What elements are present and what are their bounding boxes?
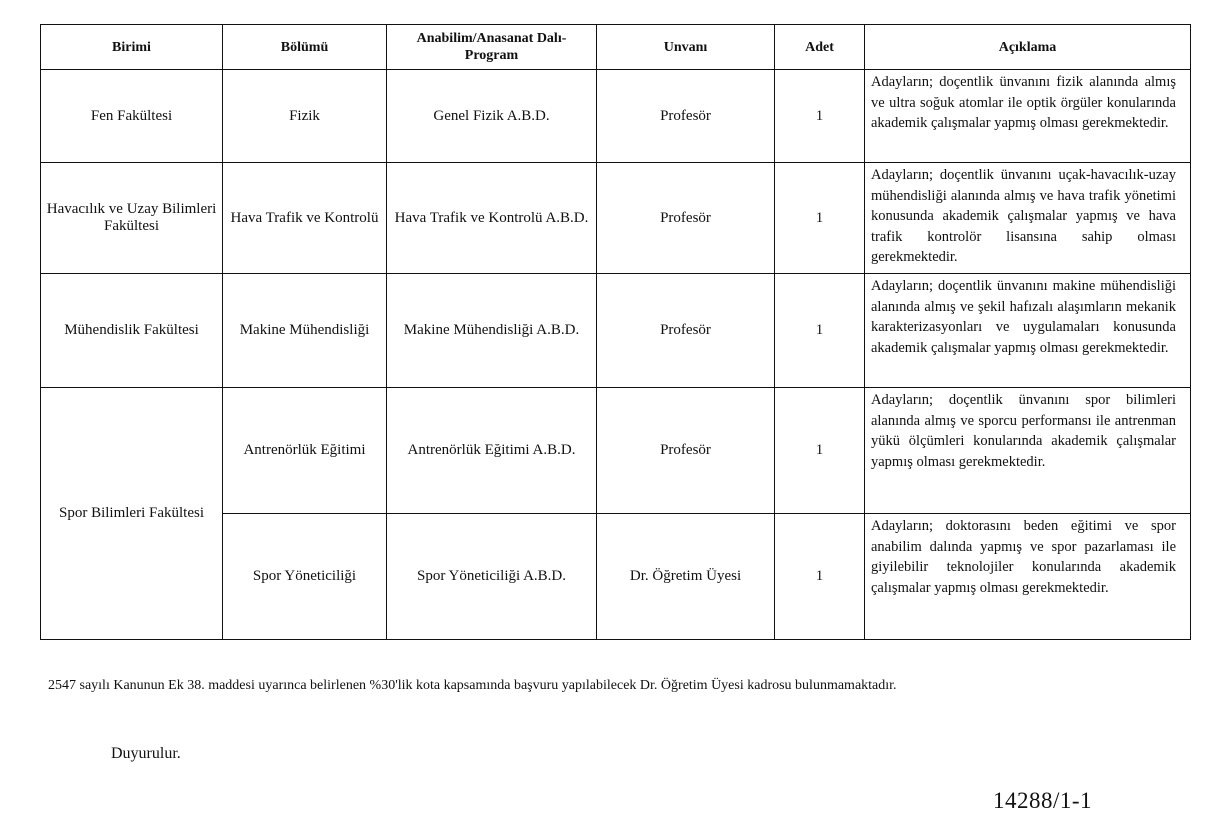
cell-description: Adayların; doçentlik ünvanını uçak-havacılık-uzay mühendisliği alanında almış ve hava trafik yönetimi konusunda akademik çalışmalar yapmış ve hava trafik kontrolör lisansına sahip olması gerekmektedir. [865, 163, 1191, 274]
cell-description: Adayların; doçentlik ünvanını makine mühendisliği alanında almış ve şekil hafızalı alaşımların mekanik karakterizasyonları ve uygulamaları konusunda akademik çalışmalar yapmış olması gerekmektedir. [865, 274, 1191, 388]
cell-program: Makine Mühendisliği A.B.D. [387, 274, 597, 388]
header-department: Bölümü [223, 25, 387, 70]
cell-unit: Mühendislik Fakültesi [41, 274, 223, 388]
cell-title: Profesör [597, 163, 775, 274]
cell-title: Profesör [597, 70, 775, 163]
cell-description: Adayların; doçentlik ünvanını fizik alanında almış ve ultra soğuk atomlar ile optik örgüler konularında akademik çalışmalar yapmış olması gerekmektedir. [865, 70, 1191, 163]
header-title: Unvanı [597, 25, 775, 70]
cell-program: Genel Fizik A.B.D. [387, 70, 597, 163]
quota-note: 2547 sayılı Kanunun Ek 38. maddesi uyarınca belirlenen %30'lik kota kapsamında başvuru yapılabilecek Dr. Öğretim Üyesi kadrosu bulunmamaktadır. [48, 678, 897, 693]
table-row [41, 163, 1191, 274]
cell-title: Profesör [597, 388, 775, 514]
cell-title: Profesör [597, 274, 775, 388]
cell-unit: Havacılık ve Uzay Bilimleri Fakültesi [41, 163, 223, 274]
table-header-row [41, 25, 1191, 70]
cell-department: Spor Yöneticiliği [223, 514, 387, 640]
cell-description: Adayların; doçentlik ünvanını spor bilimleri alanında almış ve sporcu performansı ile antrenman yükü ölçümleri konularında akademik çalışmalar yapmış olması gerekmektedir. [865, 388, 1191, 514]
document-number: 14288/1-1 [993, 788, 1093, 813]
header-description: Açıklama [865, 25, 1191, 70]
cell-description: Adayların; doktorasını beden eğitimi ve spor anabilim dalında yapmış ve spor pazarlaması ile giyilebilir teknolojiler konularında akademik çalışmalar yapmış olması gerekmektedir. [865, 514, 1191, 640]
cell-program: Antrenörlük Eğitimi A.B.D. [387, 388, 597, 514]
cell-count: 1 [775, 388, 865, 514]
cell-count: 1 [775, 70, 865, 163]
cell-department: Fizik [223, 70, 387, 163]
table-row [41, 274, 1191, 388]
cell-department: Antrenörlük Eğitimi [223, 388, 387, 514]
cell-program: Spor Yöneticiliği A.B.D. [387, 514, 597, 640]
table-row [41, 70, 1191, 163]
header-count: Adet [775, 25, 865, 70]
cell-unit: Fen Fakültesi [41, 70, 223, 163]
header-program: Anabilim/Anasanat Dalı-Program [387, 25, 597, 70]
cell-count: 1 [775, 163, 865, 274]
cell-count: 1 [775, 514, 865, 640]
table-row [41, 388, 1191, 514]
cell-department: Hava Trafik ve Kontrolü [223, 163, 387, 274]
cell-unit: Spor Bilimleri Fakültesi [41, 388, 223, 640]
cell-program: Hava Trafik ve Kontrolü A.B.D. [387, 163, 597, 274]
announcement-footer: Duyurulur. [111, 745, 181, 762]
positions-table [40, 24, 1191, 640]
cell-department: Makine Mühendisliği [223, 274, 387, 388]
header-unit: Birimi [41, 25, 223, 70]
cell-title: Dr. Öğretim Üyesi [597, 514, 775, 640]
cell-count: 1 [775, 274, 865, 388]
